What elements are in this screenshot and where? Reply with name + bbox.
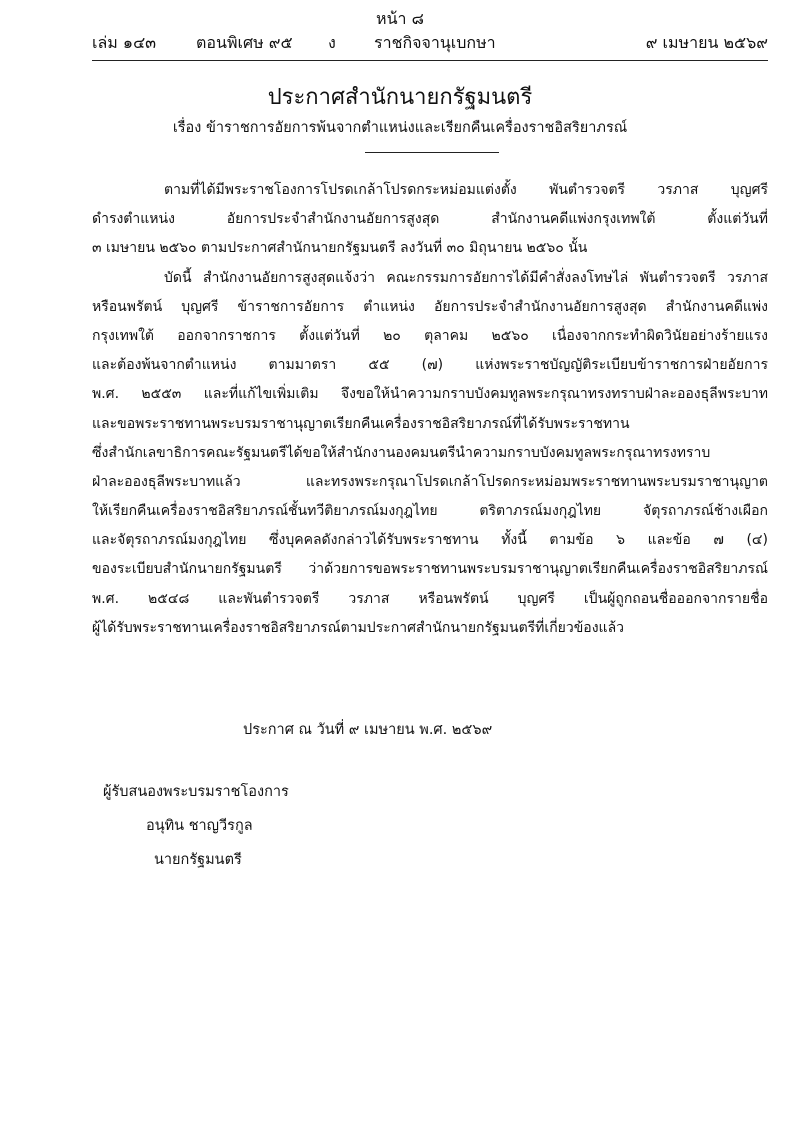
- header-divider: [92, 60, 768, 61]
- body-line: หรือนพรัตน์ บุญศรี ข้าราชการอัยการ ตำแหน่ง อัยการประจำสำนักงานอัยการสูงสุด สำนักงานคดีแพ่ง: [92, 298, 768, 315]
- body-line: ของระเบียบสำนักนายกรัฐมนตรี ว่าด้วยการขอพระราชทานพระบรมราชานุญาตเรียกคืนเครื่องราชอิสริยาภรณ์: [92, 561, 768, 578]
- header-section: ง: [328, 33, 336, 52]
- body-line: ฝ่าละอองธุลีพระบาทแล้ว และทรงพระกรุณาโปรดเกล้าโปรดกระหม่อมพระราชทานพระบรมราชานุญาต: [92, 473, 768, 490]
- header-issue: ตอนพิเศษ ๙๕: [196, 33, 293, 52]
- body-line: ผู้ได้รับพระราชทานเครื่องราชอิสริยาภรณ์ตามประกาศสำนักนายกรัฐมนตรีที่เกี่ยวข้องแล้ว: [92, 619, 625, 636]
- body-line: ซึ่งสำนักเลขาธิการคณะรัฐมนตรีได้ขอให้สำนักงานองคมนตรีนำความกราบบังคมทูลพระกรุณาทรงทราบ: [92, 444, 711, 461]
- body-line: ให้เรียกคืนเครื่องราชอิสริยาภรณ์ชั้นทวีติยาภรณ์มงกุฎไทย ตริตาภรณ์มงกุฎไทย จัตุรถาภรณ์ช้างเผือก: [92, 503, 768, 520]
- body-line: บัดนี้ สำนักงานอัยการสูงสุดแจ้งว่า คณะกรรมการอัยการได้มีคำสั่งลงโทษไล่ พันตำรวจตรี วรภาส: [164, 269, 768, 286]
- signature-title: นายกรัฐมนตรี: [154, 852, 242, 868]
- body-line: ดำรงตำแหน่ง อัยการประจำสำนักงานอัยการสูงสุด สำนักงานคดีแพ่งกรุงเทพใต้ ตั้งแต่วันที่: [92, 211, 768, 228]
- signature-name: อนุทิน ชาญวีรกูล: [146, 818, 253, 834]
- body-line: พ.ศ. ๒๕๔๘ และพันตำรวจตรี วรภาส หรือนพรัตน์ บุญศรี เป็นผู้ถูกถอนชื่อออกจากรายชื่อ: [92, 590, 768, 607]
- header-date: ๙ เมษายน ๒๕๖๙: [645, 33, 768, 52]
- body-line: และต้องพ้นจากตำแหน่ง ตามมาตรา ๕๕ (๗) แห่งพระราชบัญญัติระเบียบข้าราชการฝ่ายอัยการ: [92, 357, 768, 374]
- body-line: และจัตุรถาภรณ์มงกุฎไทย ซึ่งบุคคลดังกล่าวได้รับพระราชทาน ทั้งนี้ ตามข้อ ๖ และข้อ ๗ (๔): [92, 532, 768, 549]
- header-volume: เล่ม ๑๔๓: [92, 33, 157, 52]
- body-line: กรุงเทพใต้ ออกจากราชการ ตั้งแต่วันที่ ๒๐ ตุลาคม ๒๕๖๐ เนื่องจากกระทำผิดวินัยอย่างร้ายแรง: [92, 327, 768, 344]
- body-line: ตามที่ได้มีพระราชโองการโปรดเกล้าโปรดกระหม่อมแต่งตั้ง พันตำรวจตรี วรภาส บุญศรี: [164, 182, 768, 198]
- body-line: ๓ เมษายน ๒๕๖๐ ตามประกาศสำนักนายกรัฐมนตรี ลงวันที่ ๓๐ มิถุนายน ๒๕๖๐ นั้น: [92, 240, 588, 257]
- page-number: หน้า ๘: [376, 9, 424, 28]
- title-divider: [365, 152, 499, 153]
- gazette-header: [92, 33, 768, 55]
- document-body: [92, 176, 768, 643]
- body-line: และขอพระราชทานพระบรมราชานุญาตเรียกคืนเครื่องราชอิสริยาภรณ์ที่ได้รับพระราชทาน: [92, 415, 630, 432]
- document-subject: เรื่อง ข้าราชการอัยการพ้นจากตำแหน่งและเรียกคืนเครื่องราชอิสริยาภรณ์: [172, 120, 628, 136]
- signature-role: ผู้รับสนองพระบรมราชโองการ: [103, 784, 289, 800]
- body-line: พ.ศ. ๒๕๕๓ และที่แก้ไขเพิ่มเติม จึงขอให้นำความกราบบังคมทูลพระกรุณาทรงทราบฝ่าละอองธุลีพระบาท: [92, 386, 768, 403]
- announcement-date: ประกาศ ณ วันที่ ๙ เมษายน พ.ศ. ๒๕๖๙: [243, 722, 493, 738]
- header-gazette-name: ราชกิจจานุเบกษา: [374, 33, 496, 52]
- document-title: ประกาศสำนักนายกรัฐมนตรี: [267, 85, 533, 110]
